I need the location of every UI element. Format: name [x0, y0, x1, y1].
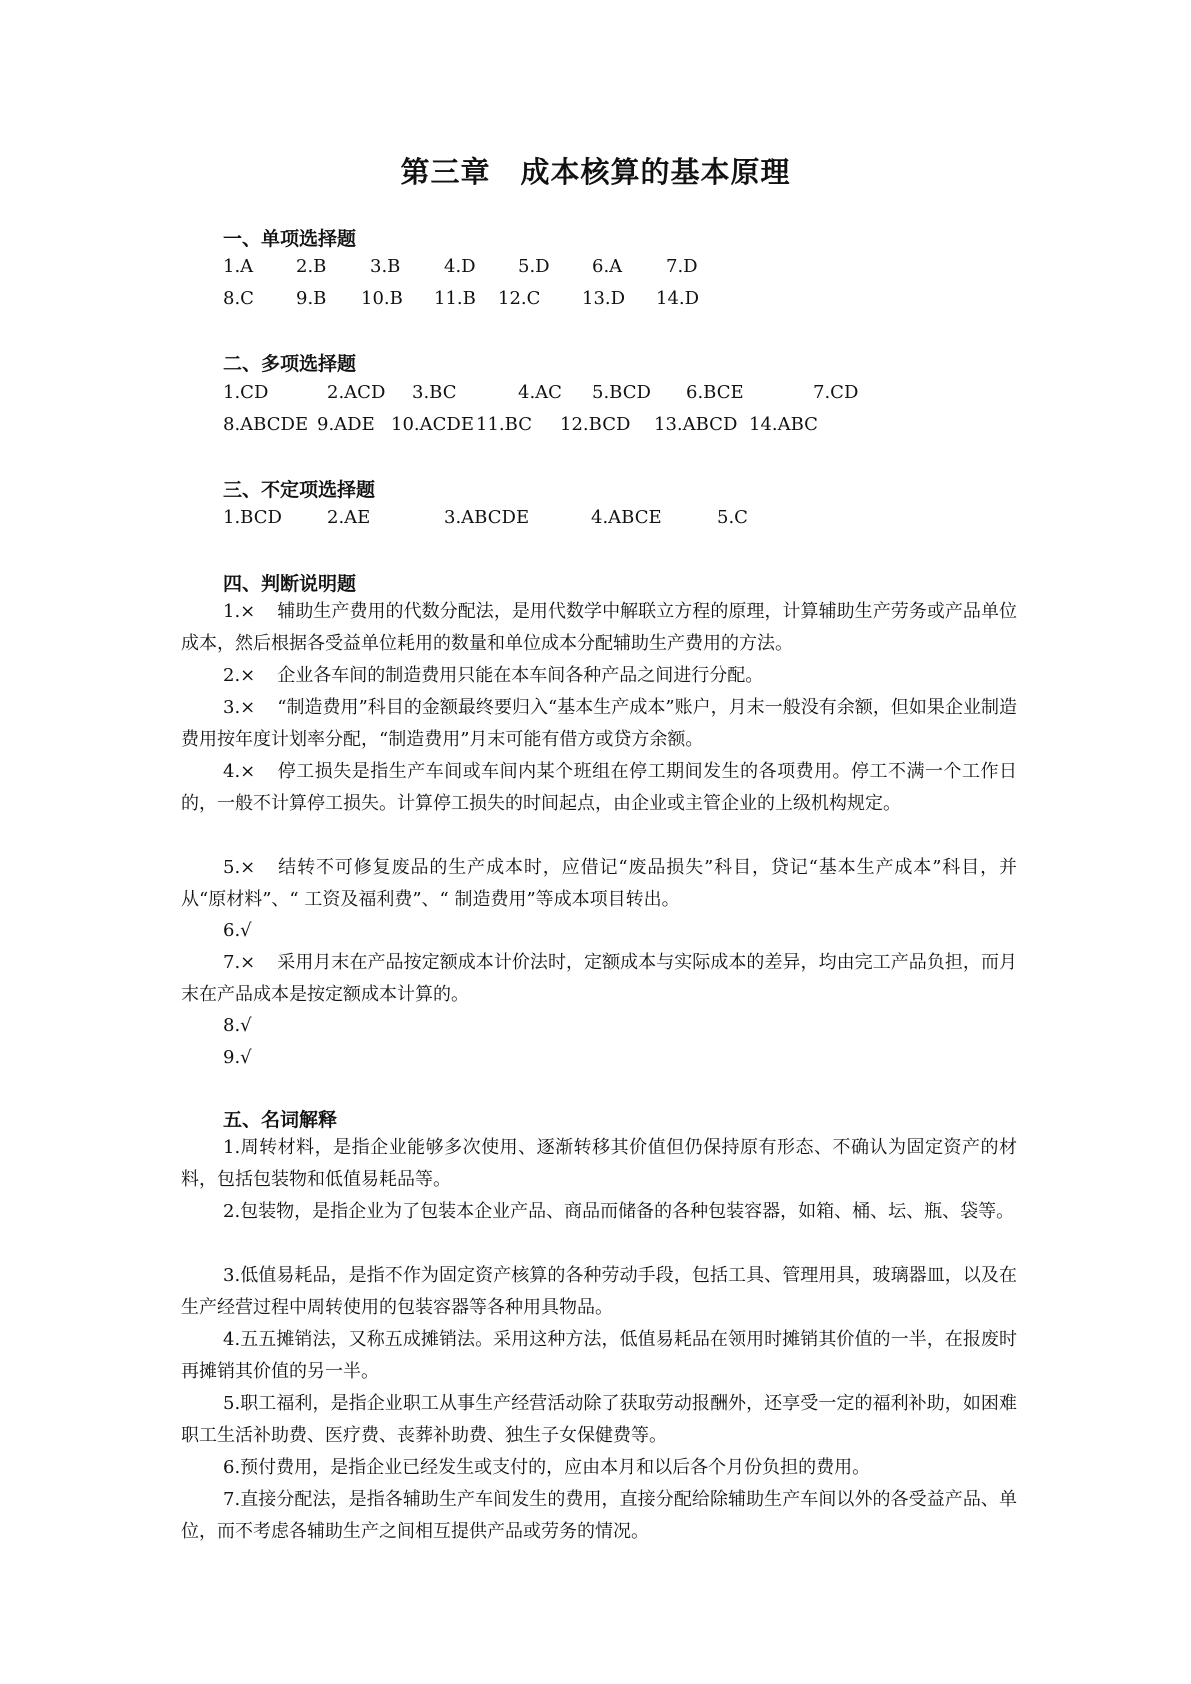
term-item-2: 2.包装物，是指企业为了包装本企业产品、商品而储备的各种包装容器，如箱、桶、坛、瓶、袋等。 [223, 1201, 1015, 1222]
judgment-item-3 [181, 692, 1017, 755]
section-heading-judgment: 四、判断说明题 [223, 573, 357, 595]
answer-item: 14.D [656, 288, 700, 309]
answer-item: 6.A [592, 256, 623, 277]
term-item-4: 4.五五摊销法，又称五成摊销法。采用这种方法，低值易耗品在领用时摊销其价值的一半，在报废时再摊销其价值的另一半。 [181, 1329, 1017, 1382]
judgment-item-5 [181, 852, 1017, 915]
answer-item: 1.A [223, 256, 254, 277]
answer-item: 11.B [434, 288, 476, 309]
judgment-text: 结转不可修复废品的生产成本时，应借记“废品损失”科目，贷记“基本生产成本”科目，并从“原材料”、“ 工资及福利费”、“ 制造费用”等成本项目转出。 [181, 857, 1017, 910]
answer-item: 2.ACD [327, 382, 386, 403]
judgment-text: 采用月末在产品按定额成本计价法时，定额成本与实际成本的差异，均由完工产品负担，而月末在产品成本是按定额成本计算的。 [181, 952, 1017, 1005]
answer-item: 14.ABC [749, 414, 818, 435]
answer-item: 9.ADE [317, 414, 375, 435]
answer-item: 4.AC [518, 382, 562, 403]
answer-item: 10.ACDE [391, 414, 474, 435]
judgment-item-8 [181, 1010, 1017, 1042]
judgment-mark: 7.× [223, 952, 256, 973]
answer-item: 12.C [498, 288, 541, 309]
judgment-text: 辅助生产费用的代数分配法，是用代数学中解联立方程的原理，计算辅助生产劳务或产品单位成本，然后根据各受益单位耗用的数量和单位成本分配辅助生产费用的方法。 [181, 601, 1017, 654]
judgment-item-2 [181, 660, 1017, 692]
judgment-mark: 2.× [223, 665, 256, 686]
judgment-text: “制造费用”科目的金额最终要归入“基本生产成本”账户，月末一般没有余额，但如果企业制造费用按年度计划率分配，“制造费用”月末可能有借方或贷方余额。 [181, 697, 1017, 750]
answer-item: 12.BCD [560, 414, 631, 435]
term-item-3: 3.低值易耗品，是指不作为固定资产核算的各种劳动手段，包括工具、管理用具，玻璃器皿，以及在生产经营过程中周转使用的包装容器等各种用具物品。 [181, 1265, 1017, 1318]
judgment-item-6 [181, 915, 1017, 947]
answer-item: 3.B [370, 256, 401, 277]
answer-item: 8.C [223, 288, 254, 309]
judgment-item-9 [181, 1042, 1017, 1074]
answer-item: 11.BC [476, 414, 532, 435]
answer-item: 6.BCE [686, 382, 744, 403]
judgment-mark: 5.× [223, 857, 256, 878]
answer-item: 2.AE [327, 507, 371, 528]
judgment-mark: 6.√ [223, 920, 252, 941]
answer-item: 5.BCD [592, 382, 651, 403]
answer-item: 10.B [361, 288, 403, 309]
judgment-text: 企业各车间的制造费用只能在本车间各种产品之间进行分配。 [277, 665, 764, 686]
answer-item: 4.D [444, 256, 476, 277]
answer-item: 8.ABCDE [223, 414, 309, 435]
judgment-text: 停工损失是指生产车间或车间内某个班组在停工期间发生的各项费用。停工不满一个工作日的，一般不计算停工损失。计算停工损失的时间起点，由企业或主管企业的上级机构规定。 [181, 761, 1017, 814]
answer-item: 1.CD [223, 382, 269, 403]
section-heading-terms: 五、名词解释 [223, 1109, 338, 1131]
judgment-item-1 [181, 596, 1017, 659]
judgment-item-7 [181, 947, 1017, 1010]
chapter-title: 第三章 成本核算的基本原理 [400, 155, 791, 189]
answer-item: 4.ABCE [591, 507, 662, 528]
judgment-mark: 1.× [223, 601, 256, 622]
answer-item: 13.D [582, 288, 626, 309]
judgment-mark: 9.√ [223, 1047, 252, 1068]
answer-item: 3.BC [412, 382, 457, 403]
section-heading-indefinite-choice: 三、不定项选择题 [223, 479, 376, 501]
answer-item: 5.C [717, 507, 748, 528]
answer-item: 2.B [296, 256, 327, 277]
answer-item: 13.ABCD [654, 414, 738, 435]
section-heading-single-choice: 一、单项选择题 [223, 228, 357, 250]
judgment-mark: 4.× [223, 761, 256, 782]
judgment-mark: 3.× [223, 697, 256, 718]
answer-item: 5.D [518, 256, 550, 277]
term-item-6: 6.预付费用，是指企业已经发生或支付的，应由本月和以后各个月份负担的费用。 [223, 1457, 871, 1478]
answer-item: 7.CD [813, 382, 859, 403]
term-item-7: 7.直接分配法，是指各辅助生产车间发生的费用，直接分配给除辅助生产车间以外的各受益产品、单位，而不考虑各辅助生产之间相互提供产品或劳务的情况。 [181, 1489, 1017, 1542]
judgment-mark: 8.√ [223, 1015, 252, 1036]
term-item-5: 5.职工福利，是指企业职工从事生产经营活动除了获取劳动报酬外，还享受一定的福利补助，如困难职工生活补助费、医疗费、丧葬补助费、独生子女保健费等。 [181, 1393, 1017, 1446]
answer-item: 1.BCD [223, 507, 282, 528]
term-item-1: 1.周转材料，是指企业能够多次使用、逐渐转移其价值但仍保持原有形态、不确认为固定资产的材料，包括包装物和低值易耗品等。 [181, 1137, 1017, 1190]
answer-item: 7.D [666, 256, 698, 277]
answer-item: 9.B [296, 288, 327, 309]
judgment-item-4 [181, 756, 1017, 819]
section-heading-multiple-choice: 二、多项选择题 [223, 353, 357, 375]
answer-item: 3.ABCDE [444, 507, 530, 528]
